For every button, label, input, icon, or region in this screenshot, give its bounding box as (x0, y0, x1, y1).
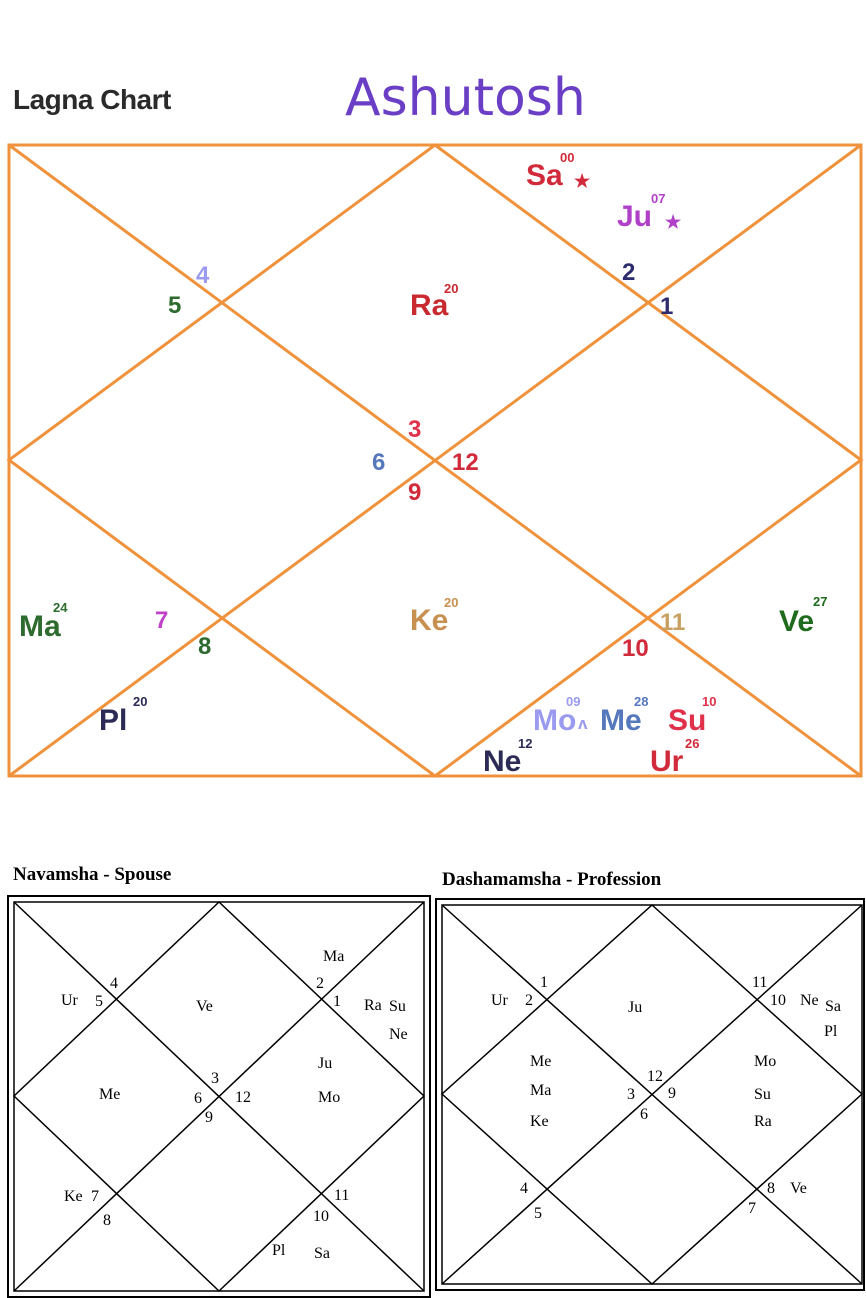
house-number: 7 (155, 607, 169, 634)
planet-su-degree: 10 (702, 694, 717, 709)
planet-ra-degree: 20 (444, 281, 459, 296)
dashamamsha-label: 12 (647, 1068, 663, 1085)
navamsha-inner-border (14, 902, 424, 1291)
dashamamsha-chart-lines (436, 899, 864, 1290)
dashamamsha-label: 11 (752, 974, 768, 991)
house-number: 1 (660, 293, 674, 320)
planet-mo-degree: 09 (566, 694, 581, 709)
house-number: 11 (660, 609, 686, 636)
planet-ra: Ra (410, 289, 449, 322)
planet-mo-retro-marker: ʌ (578, 714, 588, 733)
house-number: 12 (452, 449, 479, 476)
navamsha-label: Pl (272, 1242, 286, 1259)
navamsha-label: 6 (194, 1090, 202, 1107)
planet-ve-degree: 27 (813, 594, 828, 609)
dashamamsha-label: 6 (640, 1106, 648, 1123)
dashamamsha-label: 10 (770, 992, 786, 1009)
native-name: Ashutosh (345, 68, 586, 128)
planet-ne-degree: 12 (518, 736, 533, 751)
navamsha-label: 4 (110, 975, 118, 992)
navamsha-label: 10 (313, 1208, 329, 1225)
navamsha-label: Ne (389, 1026, 408, 1043)
navamsha-diamond (14, 902, 424, 1291)
navamsha-label: 12 (235, 1089, 251, 1106)
dashamamsha-diagonal-1 (442, 905, 862, 1284)
planet-ur: Ur (650, 745, 684, 778)
dashamamsha-diagonal-2 (442, 905, 862, 1284)
navamsha-label: 3 (211, 1070, 219, 1087)
navamsha-labels (61, 948, 408, 1262)
dashamamsha-label: 2 (525, 992, 533, 1009)
planet-ne: Ne (483, 745, 522, 778)
planet-sa: Sa (526, 159, 563, 192)
lagna-chart-title: Lagna Chart (13, 84, 171, 115)
planet-ke: Ke (410, 604, 449, 637)
dashamamsha-label: 3 (627, 1086, 635, 1103)
dashamamsha-label: Su (754, 1086, 771, 1103)
house-number: 8 (198, 633, 212, 660)
navamsha-label: 2 (316, 975, 324, 992)
house-number: 9 (408, 479, 422, 506)
dashamamsha-label: 5 (534, 1205, 542, 1222)
planet-me-degree: 28 (634, 694, 649, 709)
planet-sa-degree: 00 (560, 150, 575, 165)
planet-ju-degree: 07 (651, 191, 666, 206)
dashamamsha-label: Ke (530, 1113, 549, 1130)
dashamamsha-label: Ur (491, 992, 508, 1009)
dashamamsha-label: Ne (800, 992, 819, 1009)
dashamamsha-inner-border (442, 905, 862, 1284)
dashamamsha-label: Pl (824, 1023, 838, 1040)
planet-su: Su (668, 704, 707, 737)
dashamamsha-label: Ra (754, 1113, 772, 1130)
navamsha-label: 7 (91, 1188, 99, 1205)
navamsha-label: Ma (323, 948, 345, 965)
navamsha-label: 8 (103, 1212, 111, 1229)
dashamamsha-label: Mo (754, 1053, 777, 1070)
dashamamsha-label: 9 (668, 1085, 676, 1102)
dashamamsha-outer-border (436, 899, 864, 1290)
navamsha-label: Su (389, 998, 406, 1015)
dashamamsha-title: Dashamamsha - Profession (442, 869, 662, 890)
planet-mo: Mo (533, 704, 577, 737)
dashamamsha-diamond (442, 905, 862, 1284)
navamsha-outer-border (8, 896, 430, 1297)
planet-ma: Ma (19, 610, 61, 643)
navamsha-label: Ke (64, 1188, 83, 1205)
planet-ve: Ve (779, 605, 815, 638)
navamsha-label: Mo (318, 1089, 341, 1106)
navamsha-label: Ur (61, 992, 78, 1009)
planet-ju: Ju (617, 200, 653, 233)
lagna-chart-lines (9, 145, 861, 776)
navamsha-label: Ra (364, 997, 382, 1014)
lagna-planets (19, 150, 827, 778)
dashamamsha-chart (436, 899, 864, 1290)
dashamamsha-label: Ju (628, 999, 643, 1016)
dashamamsha-label: 4 (520, 1180, 528, 1197)
dashamamsha-label: Ma (530, 1082, 552, 1099)
dashamamsha-label: Me (530, 1053, 552, 1070)
navamsha-chart (8, 896, 430, 1297)
dashamamsha-label: Ve (790, 1180, 807, 1197)
planet-sa-star: ★ (574, 171, 591, 191)
planet-ke-degree: 20 (444, 595, 459, 610)
planet-ur-degree: 26 (685, 736, 700, 751)
navamsha-label: Ve (196, 998, 213, 1015)
navamsha-diagonal-2 (14, 902, 424, 1291)
house-number: 4 (196, 262, 210, 289)
house-number: 6 (372, 449, 386, 476)
house-number: 3 (408, 416, 422, 443)
planet-ju-star: ★ (665, 212, 682, 232)
dashamamsha-label: Sa (825, 998, 841, 1015)
navamsha-title: Navamsha - Spouse (13, 864, 172, 885)
navamsha-diagonal-1 (14, 902, 424, 1291)
navamsha-label: Sa (314, 1245, 330, 1262)
navamsha-label: 1 (333, 993, 341, 1010)
planet-pl-degree: 20 (133, 694, 148, 709)
dashamamsha-label: 1 (540, 974, 548, 991)
navamsha-label: Me (99, 1086, 121, 1103)
dashamamsha-labels (491, 974, 841, 1222)
planet-pl: Pl (99, 704, 128, 737)
navamsha-label: 11 (334, 1187, 350, 1204)
navamsha-label: 9 (205, 1109, 213, 1126)
navamsha-label: Ju (318, 1055, 333, 1072)
navamsha-label: 5 (95, 993, 103, 1010)
planet-ma-degree: 24 (53, 600, 68, 615)
navamsha-chart-lines (8, 896, 430, 1297)
dashamamsha-label: 8 (767, 1180, 775, 1197)
house-number: 10 (622, 635, 649, 662)
dashamamsha-label: 7 (748, 1200, 756, 1217)
planet-me: Me (600, 704, 642, 737)
house-number: 2 (622, 259, 636, 286)
house-number: 5 (168, 292, 182, 319)
